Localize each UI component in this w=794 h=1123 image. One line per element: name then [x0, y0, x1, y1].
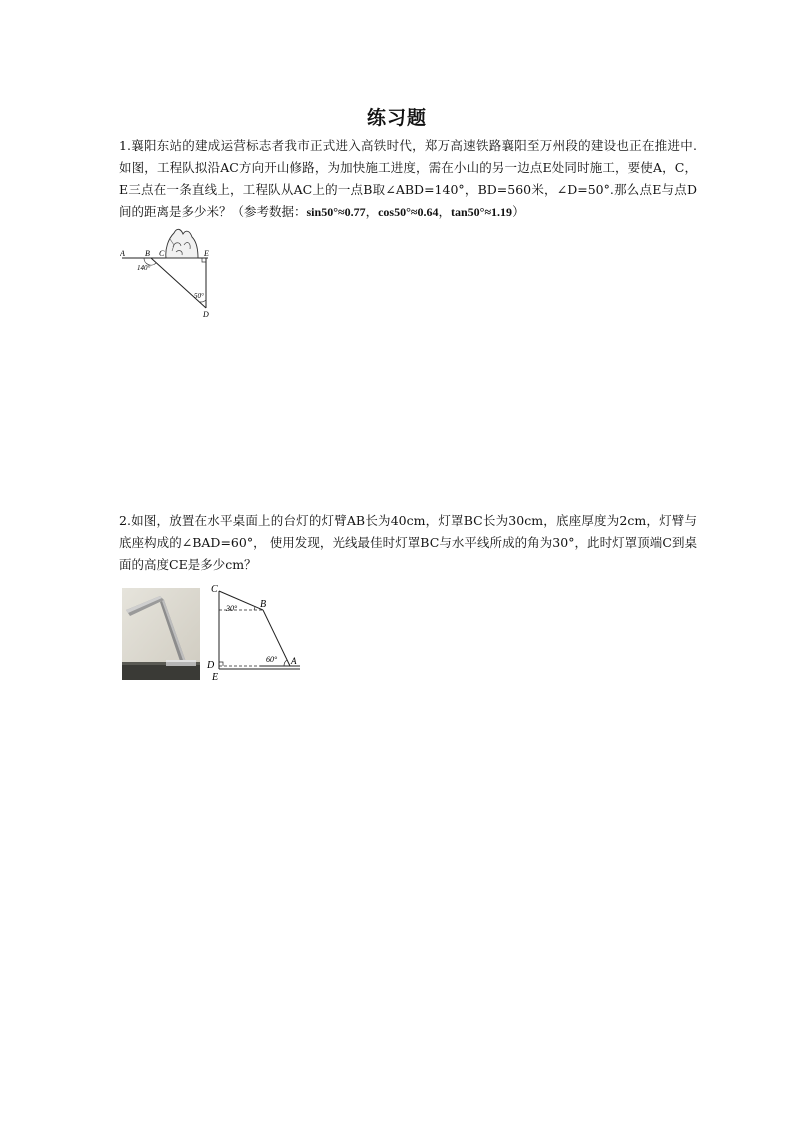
question-1-body: 1.襄阳东站的建成运营标志者我市正式进入高铁时代，郑万高速铁路襄阳至万州段的建设也正在推进中.如图，工程队拟沿AC方向开山修路，为加快施工进度，需在小山的另一边点E处同时施工，要使A，C，E三点在一条直线上，工程队从AC上的一点B取∠ABD=140°，BD=560米，∠D=50°.那么点E与点D间的距离是多少米？（参考数据：	[119, 138, 697, 219]
page-title: 练习题	[366, 107, 427, 129]
label-c: C	[211, 584, 218, 595]
ref-cos: cos50°≈0.64	[378, 205, 439, 219]
question-1-text	[119, 135, 697, 223]
label-b: B	[145, 249, 150, 258]
label-e: E	[204, 249, 209, 258]
label-e: E	[212, 672, 219, 683]
lamp-photo	[122, 588, 200, 680]
label-c: C	[159, 249, 165, 258]
label-a: A	[120, 249, 125, 258]
angle-label-30: 30°	[226, 604, 238, 613]
label-a: A	[291, 656, 297, 666]
ref-sep-1: ，	[365, 204, 379, 219]
question-2-figure	[200, 580, 310, 698]
label-d: D	[207, 660, 215, 671]
angle-label-b: 140°	[137, 264, 151, 272]
ref-tan: tan50°≈1.19	[451, 205, 513, 219]
angle-label-60: 60°	[266, 655, 278, 664]
angle-label-d: 50°	[194, 292, 204, 300]
label-b: B	[260, 599, 267, 610]
ref-sep-2: ，	[438, 204, 451, 219]
question-1-figure	[120, 225, 215, 320]
label-d: D	[203, 310, 209, 319]
ref-sin: sin50°≈0.77	[306, 205, 366, 219]
question-2-text: 2.如图，放置在水平桌面上的台灯的灯臂AB长为40cm，灯罩BC长为30cm，底座厚度为2cm，灯臂与底座构成的∠BAD=60°， 使用发现，光线最佳时灯罩BC与水平线所成的角为30°，此时灯罩顶端C到桌面的高度CE是多少cm？	[119, 513, 697, 572]
ref-close: ）	[512, 204, 525, 219]
